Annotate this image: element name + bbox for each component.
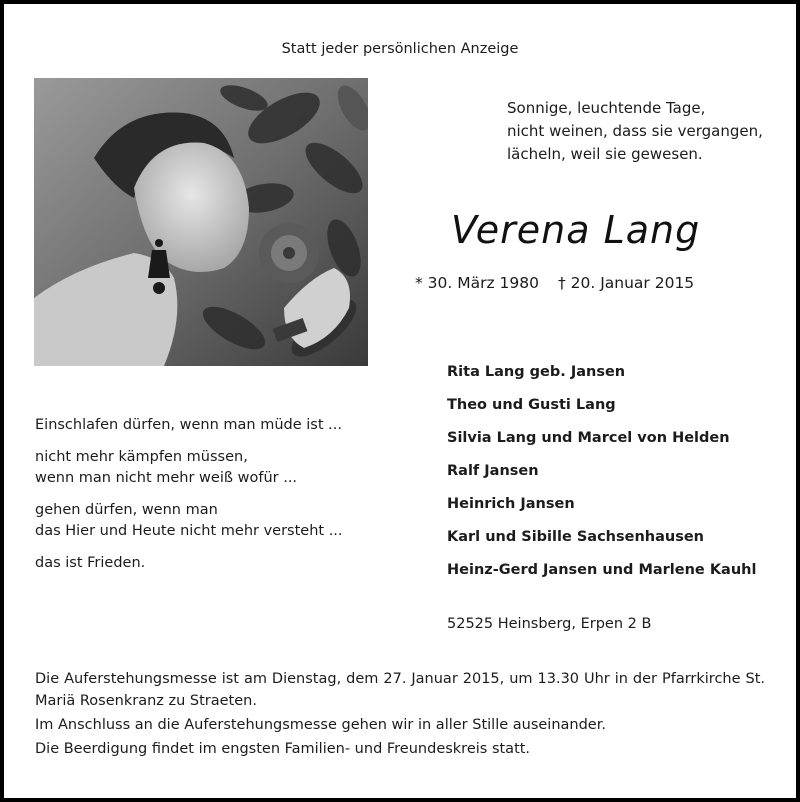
notice-paragraph: Im Anschluss an die Auferstehungsmesse gehen wir in aller Stille auseinander. — [35, 717, 606, 733]
life-dates — [415, 274, 694, 292]
mourner-name: Silvia Lang und Marcel von Helden — [447, 430, 730, 446]
poem-line: gehen dürfen, wenn man — [35, 502, 218, 518]
deceased-name: Verena Lang — [451, 208, 701, 252]
death-date: † 20. Januar 2015 — [557, 274, 695, 292]
header-text: Statt jeder persönlichen Anzeige — [281, 41, 519, 57]
mourner-name: Heinrich Jansen — [447, 496, 575, 512]
mourner-name: Karl und Sibille Sachsenhausen — [447, 529, 704, 545]
poem-line: Einschlafen dürfen, wenn man müde ist ... — [35, 417, 342, 433]
birth-date: * 30. März 1980 — [415, 274, 540, 292]
mourner-name: Rita Lang geb. Jansen — [447, 364, 626, 380]
notice-paragraph: Die Auferstehungsmesse ist am Dienstag, dem 27. Januar 2015, um 13.30 Uhr in der Pfarrkirche St. Mariä Rosenkranz zu Straeten. — [35, 671, 765, 709]
motto-line: Sonnige, leuchtende Tage, — [507, 99, 706, 117]
poem — [35, 415, 343, 585]
obituary-page — [4, 4, 796, 798]
mourner-name: Heinz-Gerd Jansen und Marlene Kauhl — [447, 562, 757, 578]
motto-line: lächeln, weil sie gewesen. — [507, 145, 703, 163]
mourner-name: Ralf Jansen — [447, 463, 539, 479]
motto-line: nicht weinen, dass sie vergangen, — [507, 122, 763, 140]
poem-stanza — [35, 415, 343, 436]
service-notice — [35, 668, 765, 762]
poem-line: wenn man nicht mehr weiß wofür ... — [35, 470, 298, 486]
motto-verse — [507, 97, 763, 166]
poem-stanza — [35, 553, 343, 574]
mourners-list — [447, 361, 756, 592]
notice-paragraph: Die Beerdigung findet im engsten Familien- und Freundeskreis statt. — [35, 741, 531, 757]
portrait-photo — [34, 78, 368, 366]
poem-stanza — [35, 447, 343, 489]
poem-stanza — [35, 500, 343, 542]
address: 52525 Heinsberg, Erpen 2 B — [447, 616, 652, 632]
poem-line: nicht mehr kämpfen müssen, — [35, 449, 248, 465]
poem-line: das Hier und Heute nicht mehr versteht ... — [35, 523, 343, 539]
poem-line: das ist Frieden. — [35, 555, 146, 571]
mourner-name: Theo und Gusti Lang — [447, 397, 616, 413]
